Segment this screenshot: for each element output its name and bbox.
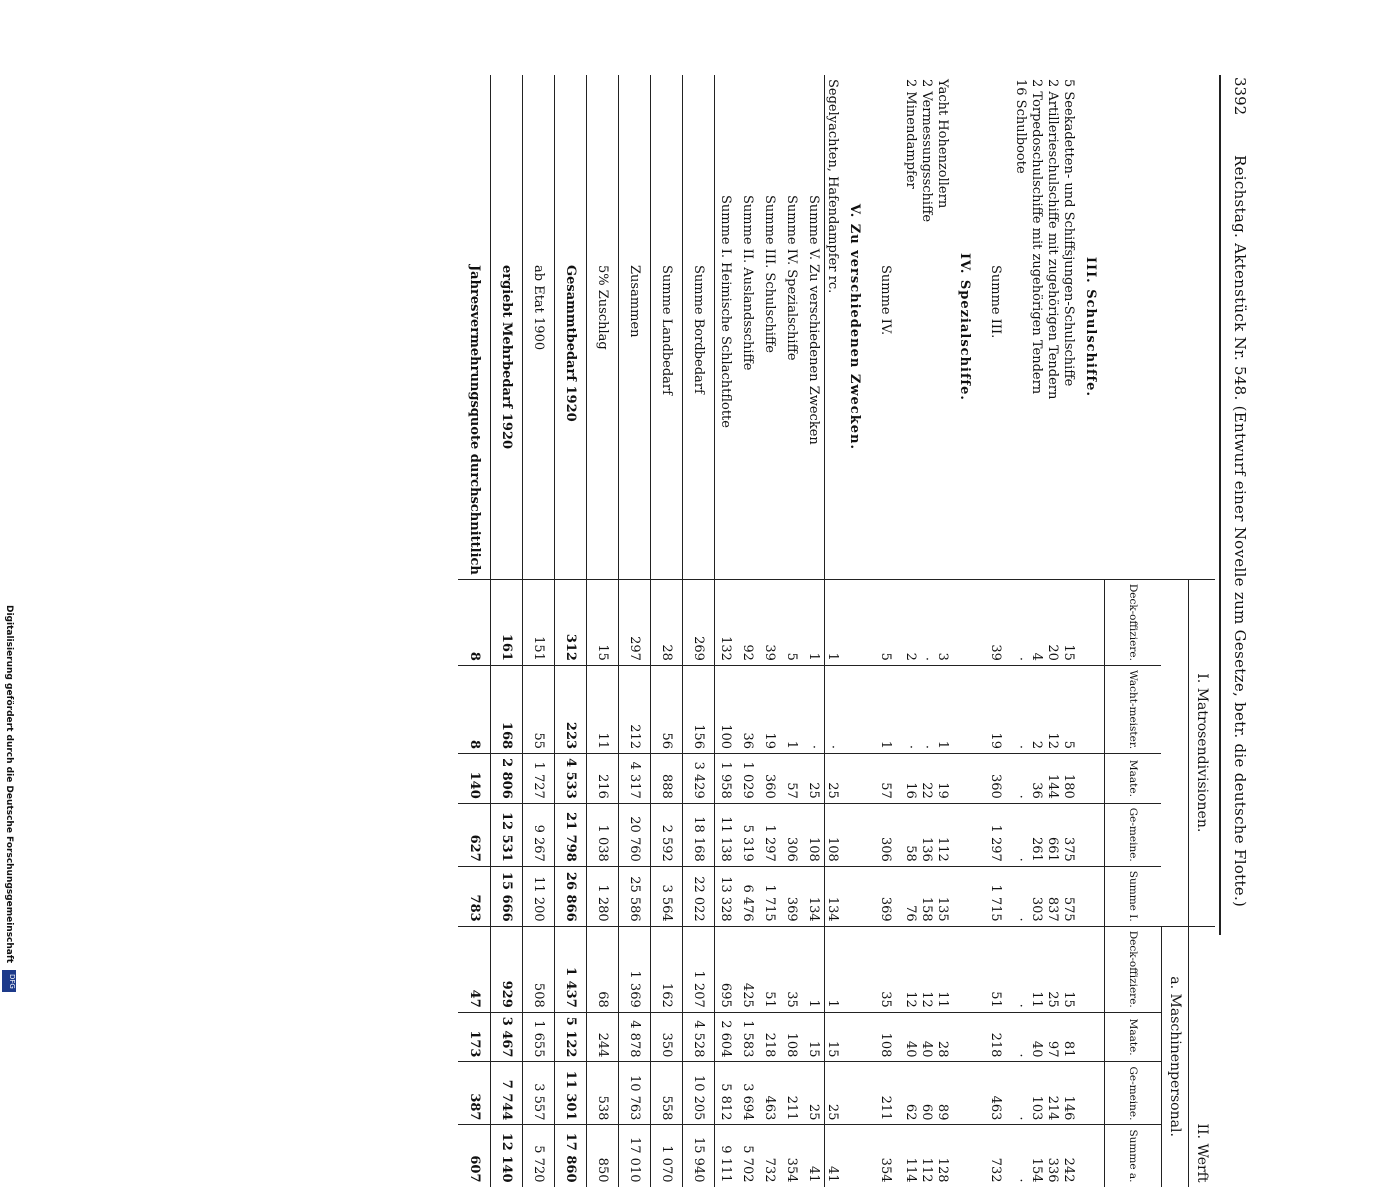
cell-value: 132 <box>715 579 737 665</box>
cell-value: 1 583 <box>737 1012 759 1062</box>
cell-value: 51 <box>759 926 781 1012</box>
row-label: Summe IV. <box>878 265 893 336</box>
cell-value: 9 111 <box>715 1125 737 1187</box>
cell-value: 11 <box>587 665 619 753</box>
cell-value: 76 <box>903 866 919 926</box>
cell-value: 312 <box>555 579 587 665</box>
cell-value: 661 <box>1045 803 1061 866</box>
group-header-werft: II. Werft <box>1189 926 1216 1186</box>
cell-value: 40 <box>919 1012 935 1062</box>
cell-value: 627 <box>459 803 491 866</box>
cell-value: 8 <box>459 665 491 753</box>
cell-value: 4 878 <box>619 1012 651 1062</box>
row-label: Yacht Hohenzollern <box>935 79 950 209</box>
cell-value: 5 <box>1061 665 1077 753</box>
cell-value: · <box>1013 926 1029 1012</box>
cell-value: 1 655 <box>523 1012 555 1062</box>
cell-value: 242 <box>1061 1125 1077 1187</box>
cell-value: 12 <box>919 926 935 1012</box>
column-header: Maate. <box>1105 1012 1162 1062</box>
cell-value: 28 <box>935 1012 951 1062</box>
column-header: Summe a. <box>1105 1125 1162 1187</box>
cell-value: · <box>1013 665 1029 753</box>
cell-value: 306 <box>781 803 803 866</box>
cell-value: 22 022 <box>683 866 715 926</box>
cell-value: 62 <box>903 1062 919 1125</box>
total-row <box>683 75 715 1187</box>
row-label: Summe I. Heimische Schlachtflotte <box>718 195 734 428</box>
cell-value: 26 866 <box>555 866 587 926</box>
group-header-maschinenpersonal: a. Maschinenpersonal. <box>1162 926 1189 1186</box>
cell-value: 732 <box>979 1125 1013 1187</box>
cell-value: 108 <box>869 1012 903 1062</box>
summary-row <box>715 75 737 1187</box>
cell-value: 1 <box>803 926 825 1012</box>
cell-value: 35 <box>869 926 903 1012</box>
cell-value: · <box>1013 1062 1029 1125</box>
cell-value: 11 <box>1029 926 1045 1012</box>
row-label: Summe Bordbedarf <box>683 75 715 579</box>
cell-value: 3 694 <box>737 1062 759 1125</box>
cell-value: 387 <box>459 1062 491 1125</box>
cell-value: 783 <box>459 866 491 926</box>
table-body <box>459 75 1105 1187</box>
cell-value: 354 <box>869 1125 903 1187</box>
cell-value: 134 <box>803 866 825 926</box>
cell-value: 732 <box>759 1125 781 1187</box>
rotated-content <box>295 75 1255 1183</box>
row-label: 16 Schulboote <box>1013 79 1028 174</box>
cell-value: 97 <box>1045 1012 1061 1062</box>
cell-value: 5 <box>869 579 903 665</box>
row-label: 5 Seekadetten- und Schiffsjungen-Schulschiffe <box>1061 79 1076 387</box>
cell-value: 3 <box>935 579 951 665</box>
row-label: Zusammen <box>619 75 651 579</box>
cell-value: 463 <box>759 1062 781 1125</box>
cell-value: 4 <box>1029 579 1045 665</box>
cell-value: 25 <box>1045 926 1061 1012</box>
cell-value: 36 <box>1029 754 1045 804</box>
cell-value: 5 <box>781 579 803 665</box>
cell-value: 4 533 <box>555 754 587 804</box>
cell-value: 1 <box>825 579 841 665</box>
cell-value: 55 <box>523 665 555 753</box>
cell-value: 1 369 <box>619 926 651 1012</box>
cell-value: · <box>825 665 841 753</box>
cell-value: 1 715 <box>979 866 1013 926</box>
column-header: Deck-offiziere. <box>1105 579 1162 665</box>
cell-value: 211 <box>781 1062 803 1125</box>
cell-value: 28 <box>651 579 683 665</box>
cell-value: 1 029 <box>737 754 759 804</box>
section-title: V. Zu verschiedenen Zwecken. <box>847 203 862 450</box>
cell-value: 5 812 <box>715 1062 737 1125</box>
column-header: Maate. <box>1105 754 1162 804</box>
cell-value: 41 <box>825 1125 841 1187</box>
cell-value: 112 <box>919 1125 935 1187</box>
cell-value: 1 437 <box>555 926 587 1012</box>
cell-value: 47 <box>459 926 491 1012</box>
row-label: Segelyachten, Hafendampfer rc. <box>825 79 841 294</box>
cell-value: 2 604 <box>715 1012 737 1062</box>
row-label: Gesammtbedarf 1920 <box>555 75 587 579</box>
cell-value: 3 557 <box>523 1062 555 1125</box>
row-label: Summe II. Auslandsschiffe <box>740 195 755 371</box>
cell-value: 8 <box>459 579 491 665</box>
cell-value: 18 168 <box>683 803 715 866</box>
cell-value: 13 328 <box>715 866 737 926</box>
cell-value: 2 <box>903 579 919 665</box>
cell-value: 17 010 <box>619 1125 651 1187</box>
cell-value: 158 <box>919 866 935 926</box>
table-row <box>1029 75 1045 1187</box>
cell-value: 336 <box>1045 1125 1061 1187</box>
total-row <box>555 75 587 1187</box>
cell-value: 151 <box>523 579 555 665</box>
cell-value: 39 <box>759 579 781 665</box>
header-title: Reichstag. Aktenstück Nr. 548. (Entwurf einer Novelle zum Gesetze, betr. die deutsche Flotte.) <box>1231 155 1249 908</box>
row-label: ergiebt Mehrbedarf 1920 <box>491 75 523 579</box>
cell-value: 128 <box>935 1125 951 1187</box>
table-row <box>1045 75 1061 1187</box>
cell-value: 9 267 <box>523 803 555 866</box>
cell-value: 19 <box>759 665 781 753</box>
cell-value: 1 038 <box>587 803 619 866</box>
cell-value: 1 070 <box>651 1125 683 1187</box>
table-row <box>1013 75 1029 1187</box>
cell-value: 25 <box>803 754 825 804</box>
cell-value: 15 666 <box>491 866 523 926</box>
section-title-row <box>1077 75 1105 1187</box>
cell-value: 575 <box>1061 866 1077 926</box>
total-row <box>587 75 619 1187</box>
cell-value: 3 467 <box>491 1012 523 1062</box>
cell-value: 3 429 <box>683 754 715 804</box>
cell-value: 15 <box>1061 579 1077 665</box>
cell-value: 20 <box>1045 579 1061 665</box>
cell-value: 1 <box>803 579 825 665</box>
summary-row <box>781 75 803 1187</box>
cell-value: 25 <box>825 1062 841 1125</box>
cell-value: 19 <box>979 665 1013 753</box>
cell-value: 10 763 <box>619 1062 651 1125</box>
section-sum-row <box>979 75 1013 1187</box>
column-header: Ge-meine. <box>1105 803 1162 866</box>
cell-value: 888 <box>651 754 683 804</box>
table-row <box>919 75 935 1187</box>
cell-value: 354 <box>781 1125 803 1187</box>
cell-value: 22 <box>919 754 935 804</box>
cell-value: 837 <box>1045 866 1061 926</box>
cell-value: 218 <box>979 1012 1013 1062</box>
cell-value: 11 <box>935 926 951 1012</box>
cell-value: 216 <box>587 754 619 804</box>
cell-value: 375 <box>1061 803 1077 866</box>
cell-value: 25 586 <box>619 866 651 926</box>
cell-value: 360 <box>979 754 1013 804</box>
cell-value: 3 564 <box>651 866 683 926</box>
cell-value: 1 958 <box>715 754 737 804</box>
cell-value: 68 <box>587 926 619 1012</box>
cell-value: 135 <box>935 866 951 926</box>
cell-value: 6 476 <box>737 866 759 926</box>
cell-value: 11 138 <box>715 803 737 866</box>
summary-row <box>737 75 759 1187</box>
cell-value: 306 <box>869 803 903 866</box>
cell-value: · <box>919 665 935 753</box>
cell-value: 297 <box>619 579 651 665</box>
cell-value: 100 <box>715 665 737 753</box>
cell-value: 369 <box>869 866 903 926</box>
cell-value: 57 <box>869 754 903 804</box>
cell-value: 81 <box>1061 1012 1077 1062</box>
cell-value: · <box>919 579 935 665</box>
cell-value: 134 <box>825 866 841 926</box>
cell-value: 850 <box>587 1125 619 1187</box>
cell-value: 7 744 <box>491 1062 523 1125</box>
cell-value: 1 <box>935 665 951 753</box>
cell-value: 261 <box>1029 803 1045 866</box>
row-label: 2 Minendampfer <box>903 79 918 189</box>
cell-value: · <box>1013 803 1029 866</box>
page-number: 3392 <box>1231 77 1249 116</box>
section-sum-row <box>869 75 903 1187</box>
dfg-logo: DFG <box>2 970 16 992</box>
column-header: Ge-meine. <box>1105 1062 1162 1125</box>
cell-value: 144 <box>1045 754 1061 804</box>
cell-value: 223 <box>555 665 587 753</box>
total-row <box>459 75 491 1187</box>
cell-value: 39 <box>979 579 1013 665</box>
cell-value: 146 <box>1061 1062 1077 1125</box>
cell-value: 60 <box>919 1062 935 1125</box>
cell-value: 5 319 <box>737 803 759 866</box>
cell-value: 41 <box>803 1125 825 1187</box>
cell-value: 5 702 <box>737 1125 759 1187</box>
column-header: Deck-offiziere. <box>1105 926 1162 1012</box>
cell-value: 538 <box>587 1062 619 1125</box>
row-label: Summe III. Schulschiffe <box>762 195 777 353</box>
cell-value: 5 720 <box>523 1125 555 1187</box>
table-row <box>1061 75 1077 1187</box>
cell-value: 1 727 <box>523 754 555 804</box>
table-row <box>903 75 919 1187</box>
cell-value: 15 <box>1061 926 1077 1012</box>
row-label: ab Etat 1900 <box>523 75 555 579</box>
cell-value: 211 <box>869 1062 903 1125</box>
cell-value: 16 <box>903 754 919 804</box>
cell-value: 1 297 <box>979 803 1013 866</box>
cell-value: 4 528 <box>683 1012 715 1062</box>
cell-value: 19 <box>935 754 951 804</box>
total-row <box>651 75 683 1187</box>
cell-value: 136 <box>919 803 935 866</box>
section-title-row <box>841 75 869 1187</box>
group-header-matrosendivisionen: I. Matrosendivisionen. <box>1189 579 1216 926</box>
personnel-table <box>459 75 1216 1187</box>
cell-value: 17 860 <box>555 1125 587 1187</box>
column-header: Summe I. <box>1105 866 1162 926</box>
cell-value: · <box>1013 1125 1029 1187</box>
cell-value: 12 <box>1045 665 1061 753</box>
section-title: III. Schulschiffe. <box>1083 256 1098 397</box>
cell-value: 58 <box>903 803 919 866</box>
cell-value: 154 <box>1029 1125 1045 1187</box>
cell-value: 15 940 <box>683 1125 715 1187</box>
cell-value: 57 <box>781 754 803 804</box>
cell-value: 463 <box>979 1062 1013 1125</box>
running-header <box>1219 75 1255 935</box>
cell-value: 2 806 <box>491 754 523 804</box>
document-page <box>295 75 1295 1183</box>
cell-value: 1 <box>825 926 841 1012</box>
cell-value: 12 531 <box>491 803 523 866</box>
cell-value: 140 <box>459 754 491 804</box>
row-label: 5% Zuschlag <box>587 75 619 579</box>
cell-value: 558 <box>651 1062 683 1125</box>
cell-value: · <box>1013 579 1029 665</box>
cell-value: 25 <box>825 754 841 804</box>
summary-row <box>803 75 825 1187</box>
column-header: Wacht-meister. <box>1105 665 1162 753</box>
cell-value: 108 <box>781 1012 803 1062</box>
total-row <box>619 75 651 1187</box>
row-label: Summe Landbedarf <box>651 75 683 579</box>
cell-value: 89 <box>935 1062 951 1125</box>
cell-value: 114 <box>903 1125 919 1187</box>
cell-value: 12 140 <box>491 1125 523 1187</box>
cell-value: 168 <box>491 665 523 753</box>
cell-value: 350 <box>651 1012 683 1062</box>
cell-value: 214 <box>1045 1062 1061 1125</box>
cell-value: 12 <box>903 926 919 1012</box>
cell-value: 92 <box>737 579 759 665</box>
cell-value: 244 <box>587 1012 619 1062</box>
total-row <box>491 75 523 1187</box>
row-label: 2 Torpedoschulschiffe mit zugehörigen Tendern <box>1029 79 1044 395</box>
cell-value: 2 <box>1029 665 1045 753</box>
cell-value: 161 <box>491 579 523 665</box>
cell-value: 20 760 <box>619 803 651 866</box>
cell-value: 607 <box>459 1125 491 1187</box>
cell-value: 15 <box>825 1012 841 1062</box>
table-row <box>935 75 951 1187</box>
cell-value: 4 317 <box>619 754 651 804</box>
cell-value: 2 592 <box>651 803 683 866</box>
cell-value: 15 <box>803 1012 825 1062</box>
cell-value: 1 <box>869 665 903 753</box>
cell-value: · <box>803 665 825 753</box>
cell-value: 10 205 <box>683 1062 715 1125</box>
cell-value: 21 798 <box>555 803 587 866</box>
cell-value: 360 <box>759 754 781 804</box>
cell-value: 156 <box>683 665 715 753</box>
cell-value: 695 <box>715 926 737 1012</box>
section-title: IV. Spezialschiffe. <box>957 252 972 401</box>
cell-value: 218 <box>759 1012 781 1062</box>
cell-value: 929 <box>491 926 523 1012</box>
table-row <box>825 75 841 1187</box>
cell-value: · <box>1013 754 1029 804</box>
cell-value: 173 <box>459 1012 491 1062</box>
cell-value: 425 <box>737 926 759 1012</box>
cell-value: 269 <box>683 579 715 665</box>
cell-value: 369 <box>781 866 803 926</box>
cell-value: 56 <box>651 665 683 753</box>
cell-value: 212 <box>619 665 651 753</box>
digitization-credit: Digitalisierung gefördert durch die Deutsche Forschungsgemeinschaft <box>4 605 14 964</box>
cell-value: 162 <box>651 926 683 1012</box>
cell-value: 103 <box>1029 1062 1045 1125</box>
cell-value: 36 <box>737 665 759 753</box>
cell-value: 303 <box>1029 866 1045 926</box>
cell-value: 11 301 <box>555 1062 587 1125</box>
cell-value: · <box>1013 866 1029 926</box>
row-label: 2 Vermessungsschiffe <box>919 79 934 223</box>
cell-value: 112 <box>935 803 951 866</box>
section-title-row <box>951 75 979 1187</box>
cell-value: 1 280 <box>587 866 619 926</box>
row-label: 2 Artillerieschulschiffe mit zugehörigen Tendern <box>1045 79 1060 400</box>
cell-value: 1 715 <box>759 866 781 926</box>
cell-value: 40 <box>1029 1012 1045 1062</box>
cell-value: 5 122 <box>555 1012 587 1062</box>
row-label: Jahresvermehrungsquote durchschnittlich <box>459 75 491 579</box>
total-row <box>523 75 555 1187</box>
cell-value: 40 <box>903 1012 919 1062</box>
cell-value: 15 <box>587 579 619 665</box>
row-label: Summe V. Zu verschiedenen Zwecken <box>803 75 825 579</box>
cell-value: 108 <box>825 803 841 866</box>
cell-value: 1 207 <box>683 926 715 1012</box>
cell-value: · <box>903 665 919 753</box>
summary-row <box>759 75 781 1187</box>
cell-value: 1 297 <box>759 803 781 866</box>
cell-value: 25 <box>803 1062 825 1125</box>
cell-value: 1 <box>781 665 803 753</box>
cell-value: · <box>1013 1012 1029 1062</box>
cell-value: 11 200 <box>523 866 555 926</box>
row-label: Summe III. <box>988 265 1003 339</box>
row-label: Summe IV. Spezialschiffe <box>784 195 799 361</box>
cell-value: 508 <box>523 926 555 1012</box>
cell-value: 35 <box>781 926 803 1012</box>
cell-value: 180 <box>1061 754 1077 804</box>
cell-value: 51 <box>979 926 1013 1012</box>
cell-value: 108 <box>803 803 825 866</box>
